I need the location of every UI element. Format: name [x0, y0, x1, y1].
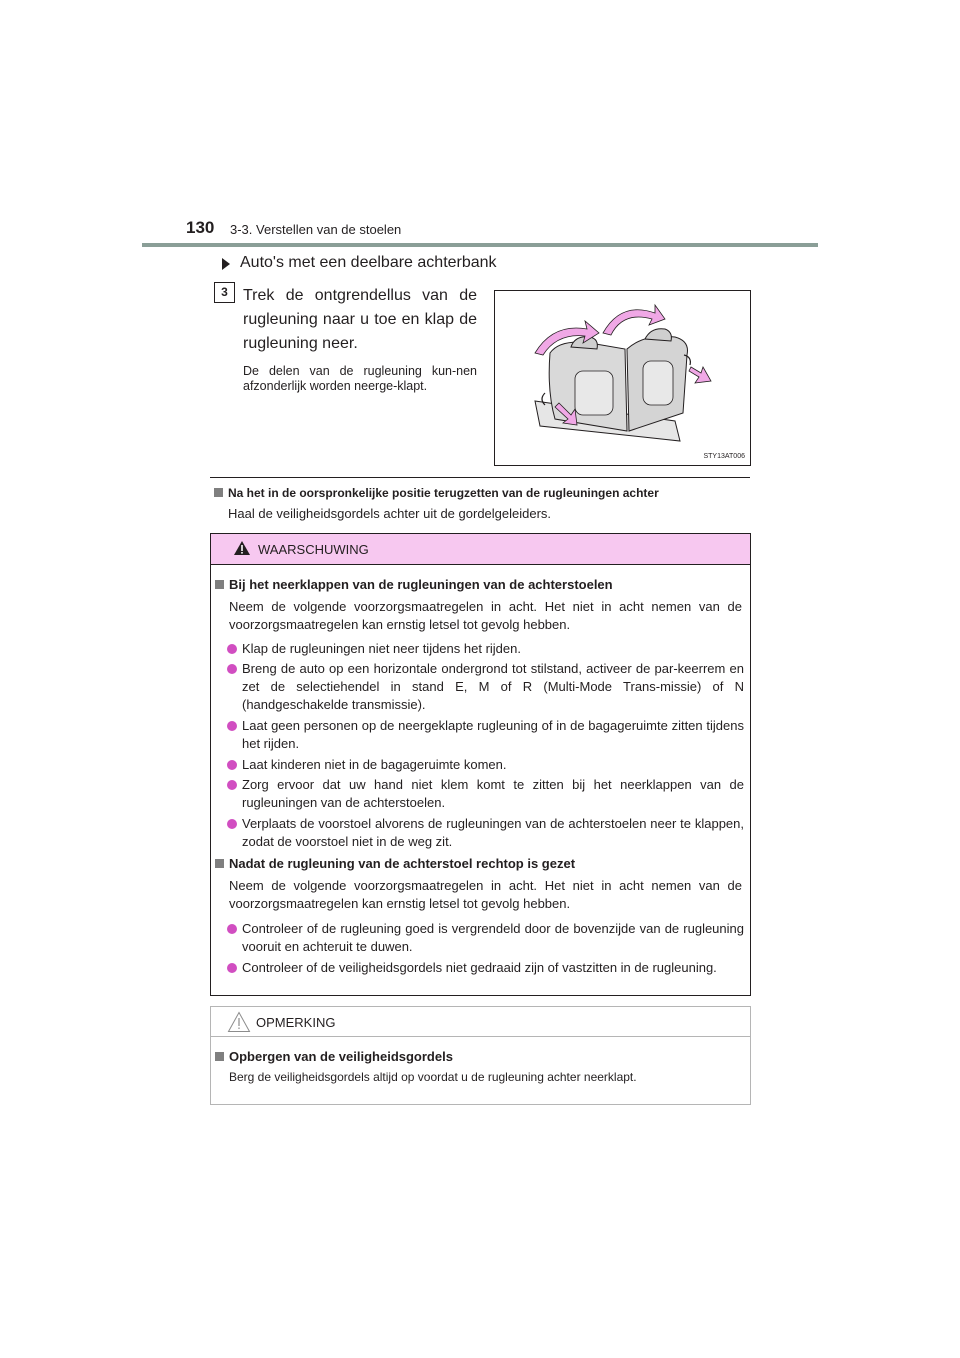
warning-section-heading	[215, 577, 613, 592]
list-item	[227, 920, 744, 956]
bullet-dot-icon	[227, 760, 237, 770]
list-item-text: Laat kinderen niet in de bagageruimte komen.	[242, 757, 507, 772]
section-title: 3-3. Verstellen van de stoelen	[230, 222, 402, 237]
subsection-title: Auto's met een deelbare achterbank	[240, 254, 497, 271]
notice-title: OPMERKING	[256, 1015, 336, 1030]
notice-header	[211, 1007, 750, 1037]
header-divider	[142, 243, 818, 247]
list-item	[227, 959, 744, 977]
notice-heading	[215, 1049, 453, 1064]
list-item	[227, 717, 744, 753]
warning-intro: Neem de volgende voorzorgsmaatregelen in acht. Het niet in acht nemen van de voorzorgsmaatregelen kan ernstig letsel tot gevolg hebben.	[229, 599, 742, 632]
step-note: De delen van de rugleuning kun-nen afzonderlijk worden neerge-klapt.	[243, 364, 477, 393]
notice-box	[210, 1006, 751, 1105]
square-bullet-icon	[214, 488, 223, 497]
step-instruction: Trek de ontgrendellus van de rugleuning naar u toe en klap de rugleuning neer.	[243, 287, 477, 352]
notice-heading-text: Opbergen van de veiligheidsgordels	[229, 1049, 453, 1064]
warning-section-heading-text: Nadat de rugleuning van de achterstoel rechtop is gezet	[229, 856, 576, 871]
square-bullet-icon	[215, 859, 224, 868]
list-item	[227, 660, 744, 714]
bullet-dot-icon	[227, 819, 237, 829]
info-heading-text: Na het in de oorspronkelijke positie terugzetten van de rugleuningen achter	[228, 486, 659, 500]
list-item-text: Klap de rugleuningen niet neer tijdens het rijden.	[242, 641, 521, 656]
list-item	[227, 815, 744, 851]
bullet-dot-icon	[227, 644, 237, 654]
list-item-text: Breng de auto op een horizontale ondergrond tot stilstand, activeer de par-keerrem en zet de selectiehendel in stand E, M of R (Multi-Mode Trans-missie) of N (handgeschakelde transmissie).	[242, 661, 744, 712]
step-number: 3	[214, 282, 235, 303]
caution-icon	[227, 1011, 251, 1033]
info-body: Haal de veiligheidsgordels achter uit de gordelgeleiders.	[228, 506, 552, 521]
list-item-text: Laat geen personen op de neergeklapte rugleuning of in de bagageruimte zitten tijdens het rijden.	[242, 718, 744, 751]
warning-section-heading-text: Bij het neerklappen van de rugleuningen van de achterstoelen	[229, 577, 613, 592]
list-item-text: Controleer of de rugleuning goed is vergrendeld door de bovenzijde van de rugleuning vooruit en achteruit te duwen.	[242, 921, 744, 954]
warning-intro: Neem de volgende voorzorgsmaatregelen in acht. Het niet in acht nemen van de voorzorgsmaatregelen kan ernstig letsel tot gevolg hebben.	[229, 878, 742, 911]
figure-code: STY13AT006	[703, 453, 745, 460]
list-item-text: Zorg ervoor dat uw hand niet klem komt te zitten bij het neerklappen van de rugleuningen van de achterstoelen.	[242, 777, 744, 810]
rear-seat-folding-drawing	[495, 291, 750, 465]
bullet-dot-icon	[227, 780, 237, 790]
list-item	[227, 776, 744, 812]
info-heading	[214, 486, 659, 500]
bullet-dot-icon	[227, 664, 237, 674]
seat-illustration	[494, 290, 751, 466]
page-number: 130	[186, 218, 215, 237]
list-item-text: Controleer of de veiligheidsgordels niet gedraaid zijn of vastzitten in de rugleuning.	[242, 960, 717, 975]
bullet-dot-icon	[227, 963, 237, 973]
warning-box	[210, 533, 751, 996]
list-item	[227, 640, 744, 658]
triangle-right-icon	[222, 258, 230, 270]
list-item-text: Verplaats de voorstoel alvorens de rugleuningen van de achterstoelen neer te klappen, zodat de voorstoel niet in de weg zit.	[242, 816, 744, 849]
bullet-dot-icon	[227, 721, 237, 731]
list-item	[227, 756, 744, 774]
bullet-dot-icon	[227, 924, 237, 934]
square-bullet-icon	[215, 580, 224, 589]
warning-title: WAARSCHUWING	[258, 542, 369, 557]
notice-body: Berg de veiligheidsgordels altijd op voordat u de rugleuning achter neerklapt.	[229, 1070, 637, 1084]
divider	[210, 477, 750, 478]
warning-icon	[233, 540, 251, 556]
square-bullet-icon	[215, 1052, 224, 1061]
warning-section-heading	[215, 856, 575, 871]
warning-header	[211, 534, 750, 565]
